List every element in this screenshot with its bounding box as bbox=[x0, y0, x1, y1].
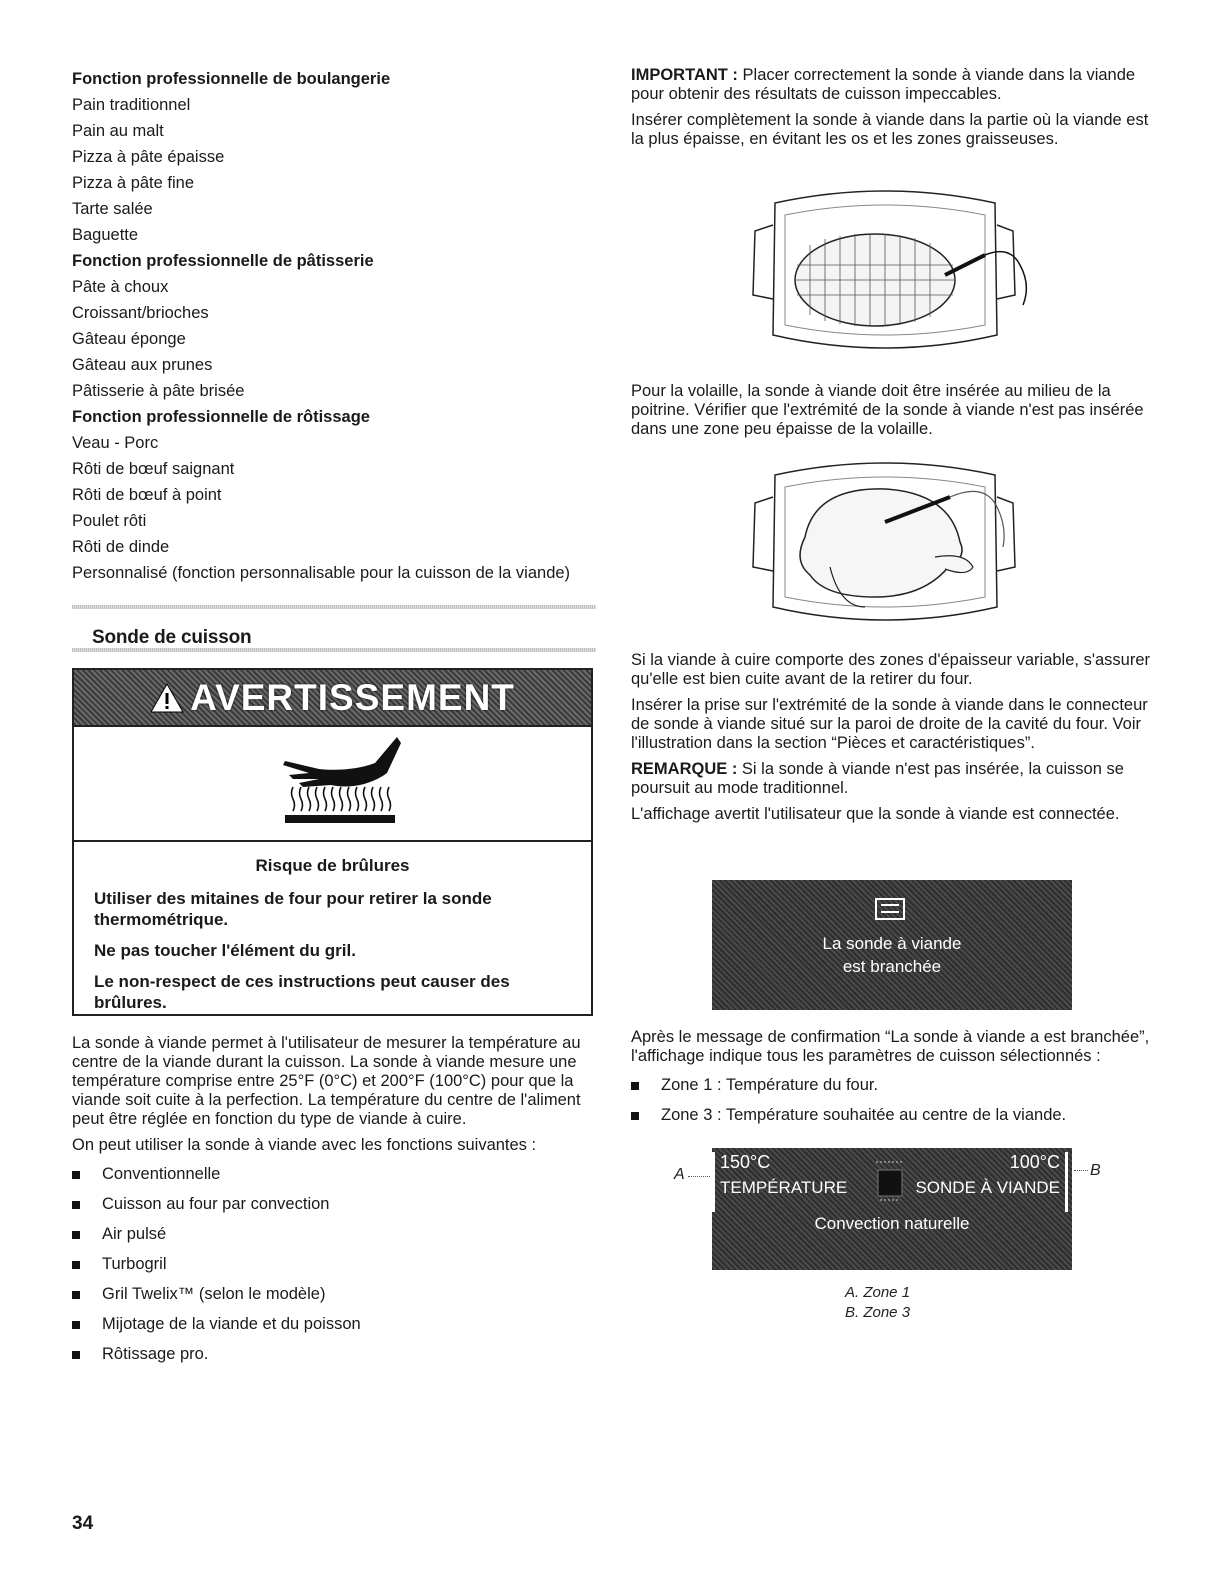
marker-b-leader bbox=[1074, 1170, 1088, 1171]
probe-instructions bbox=[631, 651, 1151, 831]
remark-label: REMARQUE : bbox=[631, 760, 738, 778]
list-item: Pâtisserie à pâte brisée bbox=[72, 382, 245, 400]
screen-message-line1: La sonde à viande bbox=[822, 934, 962, 953]
zone3-temperature: 100°C bbox=[1009, 1152, 1060, 1172]
remark-note bbox=[631, 760, 1151, 798]
cooking-mode: Convection naturelle bbox=[814, 1214, 970, 1233]
probe-intro bbox=[72, 1034, 592, 1375]
display-note: L'affichage avertit l'utilisateur que la sonde à viande est connectée. bbox=[631, 805, 1120, 823]
list-item: Tarte salée bbox=[72, 200, 153, 218]
warning-line: Le non-respect de ces instructions peut causer des brûlures. bbox=[94, 972, 510, 1012]
zone1-temperature: 150°C bbox=[720, 1152, 771, 1172]
caption-a: A. Zone 1 bbox=[845, 1284, 911, 1301]
warning-title: Risque de brûlures bbox=[255, 856, 410, 875]
page-number: 34 bbox=[72, 1513, 94, 1534]
list-item: Croissant/brioches bbox=[72, 304, 209, 322]
marker-a-leader bbox=[688, 1176, 710, 1177]
roast-in-pan-illustration bbox=[735, 185, 1035, 365]
list-item: Pain au malt bbox=[72, 122, 164, 140]
list-item: Baguette bbox=[72, 226, 139, 244]
list-item: Rôti de dinde bbox=[72, 538, 170, 556]
right-column bbox=[631, 66, 1151, 156]
screen-message-line2: est branchée bbox=[842, 957, 942, 976]
list-item: Rôti de bœuf saignant bbox=[72, 460, 235, 478]
zones-display bbox=[712, 1148, 1072, 1270]
hot-surface-hand-icon bbox=[279, 735, 409, 830]
poultry-block bbox=[631, 382, 1151, 446]
pastry-heading: Fonction professionnelle de pâtisserie bbox=[72, 252, 374, 270]
list-item: Mijotage de la viande et du poisson bbox=[72, 1315, 592, 1334]
list-item: Gâteau éponge bbox=[72, 330, 186, 348]
roast-heading: Fonction professionnelle de rôtissage bbox=[72, 408, 370, 426]
marker-a: A bbox=[674, 1166, 685, 1183]
list-item: Veau - Porc bbox=[72, 434, 159, 452]
warning-header bbox=[74, 670, 591, 727]
list-item: Zone 1 : Température du four. bbox=[631, 1076, 1151, 1095]
plug-instruction: Insérer la prise sur l'extrémité de la sonde à viande dans le connecteur de sonde à viande situé sur la paroi de droite de la cavité du four. Voir l'illustration dans la section “Pièces et caractéristiques”. bbox=[631, 696, 1148, 752]
after-confirmation-block bbox=[631, 1028, 1151, 1136]
important-label: IMPORTANT : bbox=[631, 66, 738, 84]
list-item: Pâte à choux bbox=[72, 278, 169, 296]
zone3-label: SONDE À VIANDE bbox=[915, 1178, 1060, 1197]
list-item: Pizza à pâte épaisse bbox=[72, 148, 225, 166]
oven-display-icon bbox=[876, 1160, 904, 1202]
list-item: Pizza à pâte fine bbox=[72, 174, 194, 192]
warning-header-text: AVERTISSEMENT bbox=[190, 676, 515, 718]
list-item: Conventionnelle bbox=[72, 1165, 592, 1184]
section-divider-top bbox=[72, 605, 596, 609]
warning-triangle-icon bbox=[150, 683, 184, 713]
probe-description: La sonde à viande permet à l'utilisateur de mesurer la température au centre de la viande durant la cuisson. La sonde à viande mesure une température comprise entre 25°F (0°C) et 200°F (100°C) pour que la viande soit cuite à la perfection. La température du centre de l'aliment peut être réglée en fonction du type de viande à cuire. bbox=[72, 1034, 581, 1128]
list-item: Rôti de bœuf à point bbox=[72, 486, 222, 504]
zone1-label: TEMPÉRATURE bbox=[720, 1178, 848, 1197]
poultry-instruction: Pour la volaille, la sonde à viande doit être insérée au milieu de la poitrine. Vérifier que l'extrémité de la sonde à viande n'est pas insérée dans une zone peu épaisse de la volaille. bbox=[631, 382, 1144, 438]
after-confirmation-text: Après le message de confirmation “La sonde à viande a est branchée”, l'affichage indique tous les paramètres de cuisson sélectionnés : bbox=[631, 1028, 1150, 1065]
list-item: Air pulsé bbox=[72, 1225, 592, 1244]
important-note bbox=[631, 66, 1151, 104]
section-title: Sonde de cuisson bbox=[92, 627, 252, 648]
zone3-bar bbox=[1065, 1152, 1068, 1212]
burn-hazard-area bbox=[74, 727, 591, 842]
list-item: Zone 3 : Température souhaitée au centre de la viande. bbox=[631, 1106, 1151, 1125]
warning-line: Utiliser des mitaines de four pour retirer la sonde thermométrique. bbox=[94, 889, 492, 929]
insert-instruction: Insérer complètement la sonde à viande dans la partie où la viande est la plus épaisse, en évitant les os et les zones graisseuses. bbox=[631, 111, 1149, 148]
variable-thickness-note: Si la viande à cuire comporte des zones d'épaisseur variable, s'assurer qu'elle est bien cuite avant de la retirer du four. bbox=[631, 651, 1150, 688]
list-item: Personnalisé (fonction personnalisable pour la cuisson de la viande) bbox=[72, 564, 571, 582]
left-column bbox=[72, 66, 594, 583]
list-item: Poulet rôti bbox=[72, 512, 147, 530]
probe-functions-intro: On peut utiliser la sonde à viande avec les fonctions suivantes : bbox=[72, 1136, 537, 1154]
bakery-heading: Fonction professionnelle de boulangerie bbox=[72, 70, 391, 88]
marker-b: B bbox=[1090, 1162, 1101, 1179]
list-item: Turbogril bbox=[72, 1255, 592, 1274]
probe-connected-icon bbox=[875, 898, 905, 920]
important-text: Placer correctement la sonde à viande dans la viande pour obtenir des résultats de cuisson impeccables. bbox=[631, 66, 1136, 103]
poultry-in-pan-illustration bbox=[735, 457, 1035, 637]
section-divider-bottom bbox=[72, 648, 596, 652]
caption-b: B. Zone 3 bbox=[845, 1304, 911, 1321]
remark-text: Si la sonde à viande n'est pas insérée, la cuisson se poursuit au mode traditionnel. bbox=[631, 760, 1124, 797]
list-item: Gril Twelix™ (selon le modèle) bbox=[72, 1285, 592, 1304]
functions-list bbox=[72, 1165, 592, 1364]
zone1-bar bbox=[712, 1152, 715, 1212]
list-item: Rôtissage pro. bbox=[72, 1345, 592, 1364]
probe-connected-display bbox=[712, 880, 1072, 1010]
warning-box bbox=[72, 668, 593, 1016]
zones-list bbox=[631, 1076, 1151, 1125]
list-item: Pain traditionnel bbox=[72, 96, 191, 114]
list-item: Cuisson au four par convection bbox=[72, 1195, 592, 1214]
list-item: Gâteau aux prunes bbox=[72, 356, 213, 374]
warning-line: Ne pas toucher l'élément du gril. bbox=[94, 941, 356, 960]
